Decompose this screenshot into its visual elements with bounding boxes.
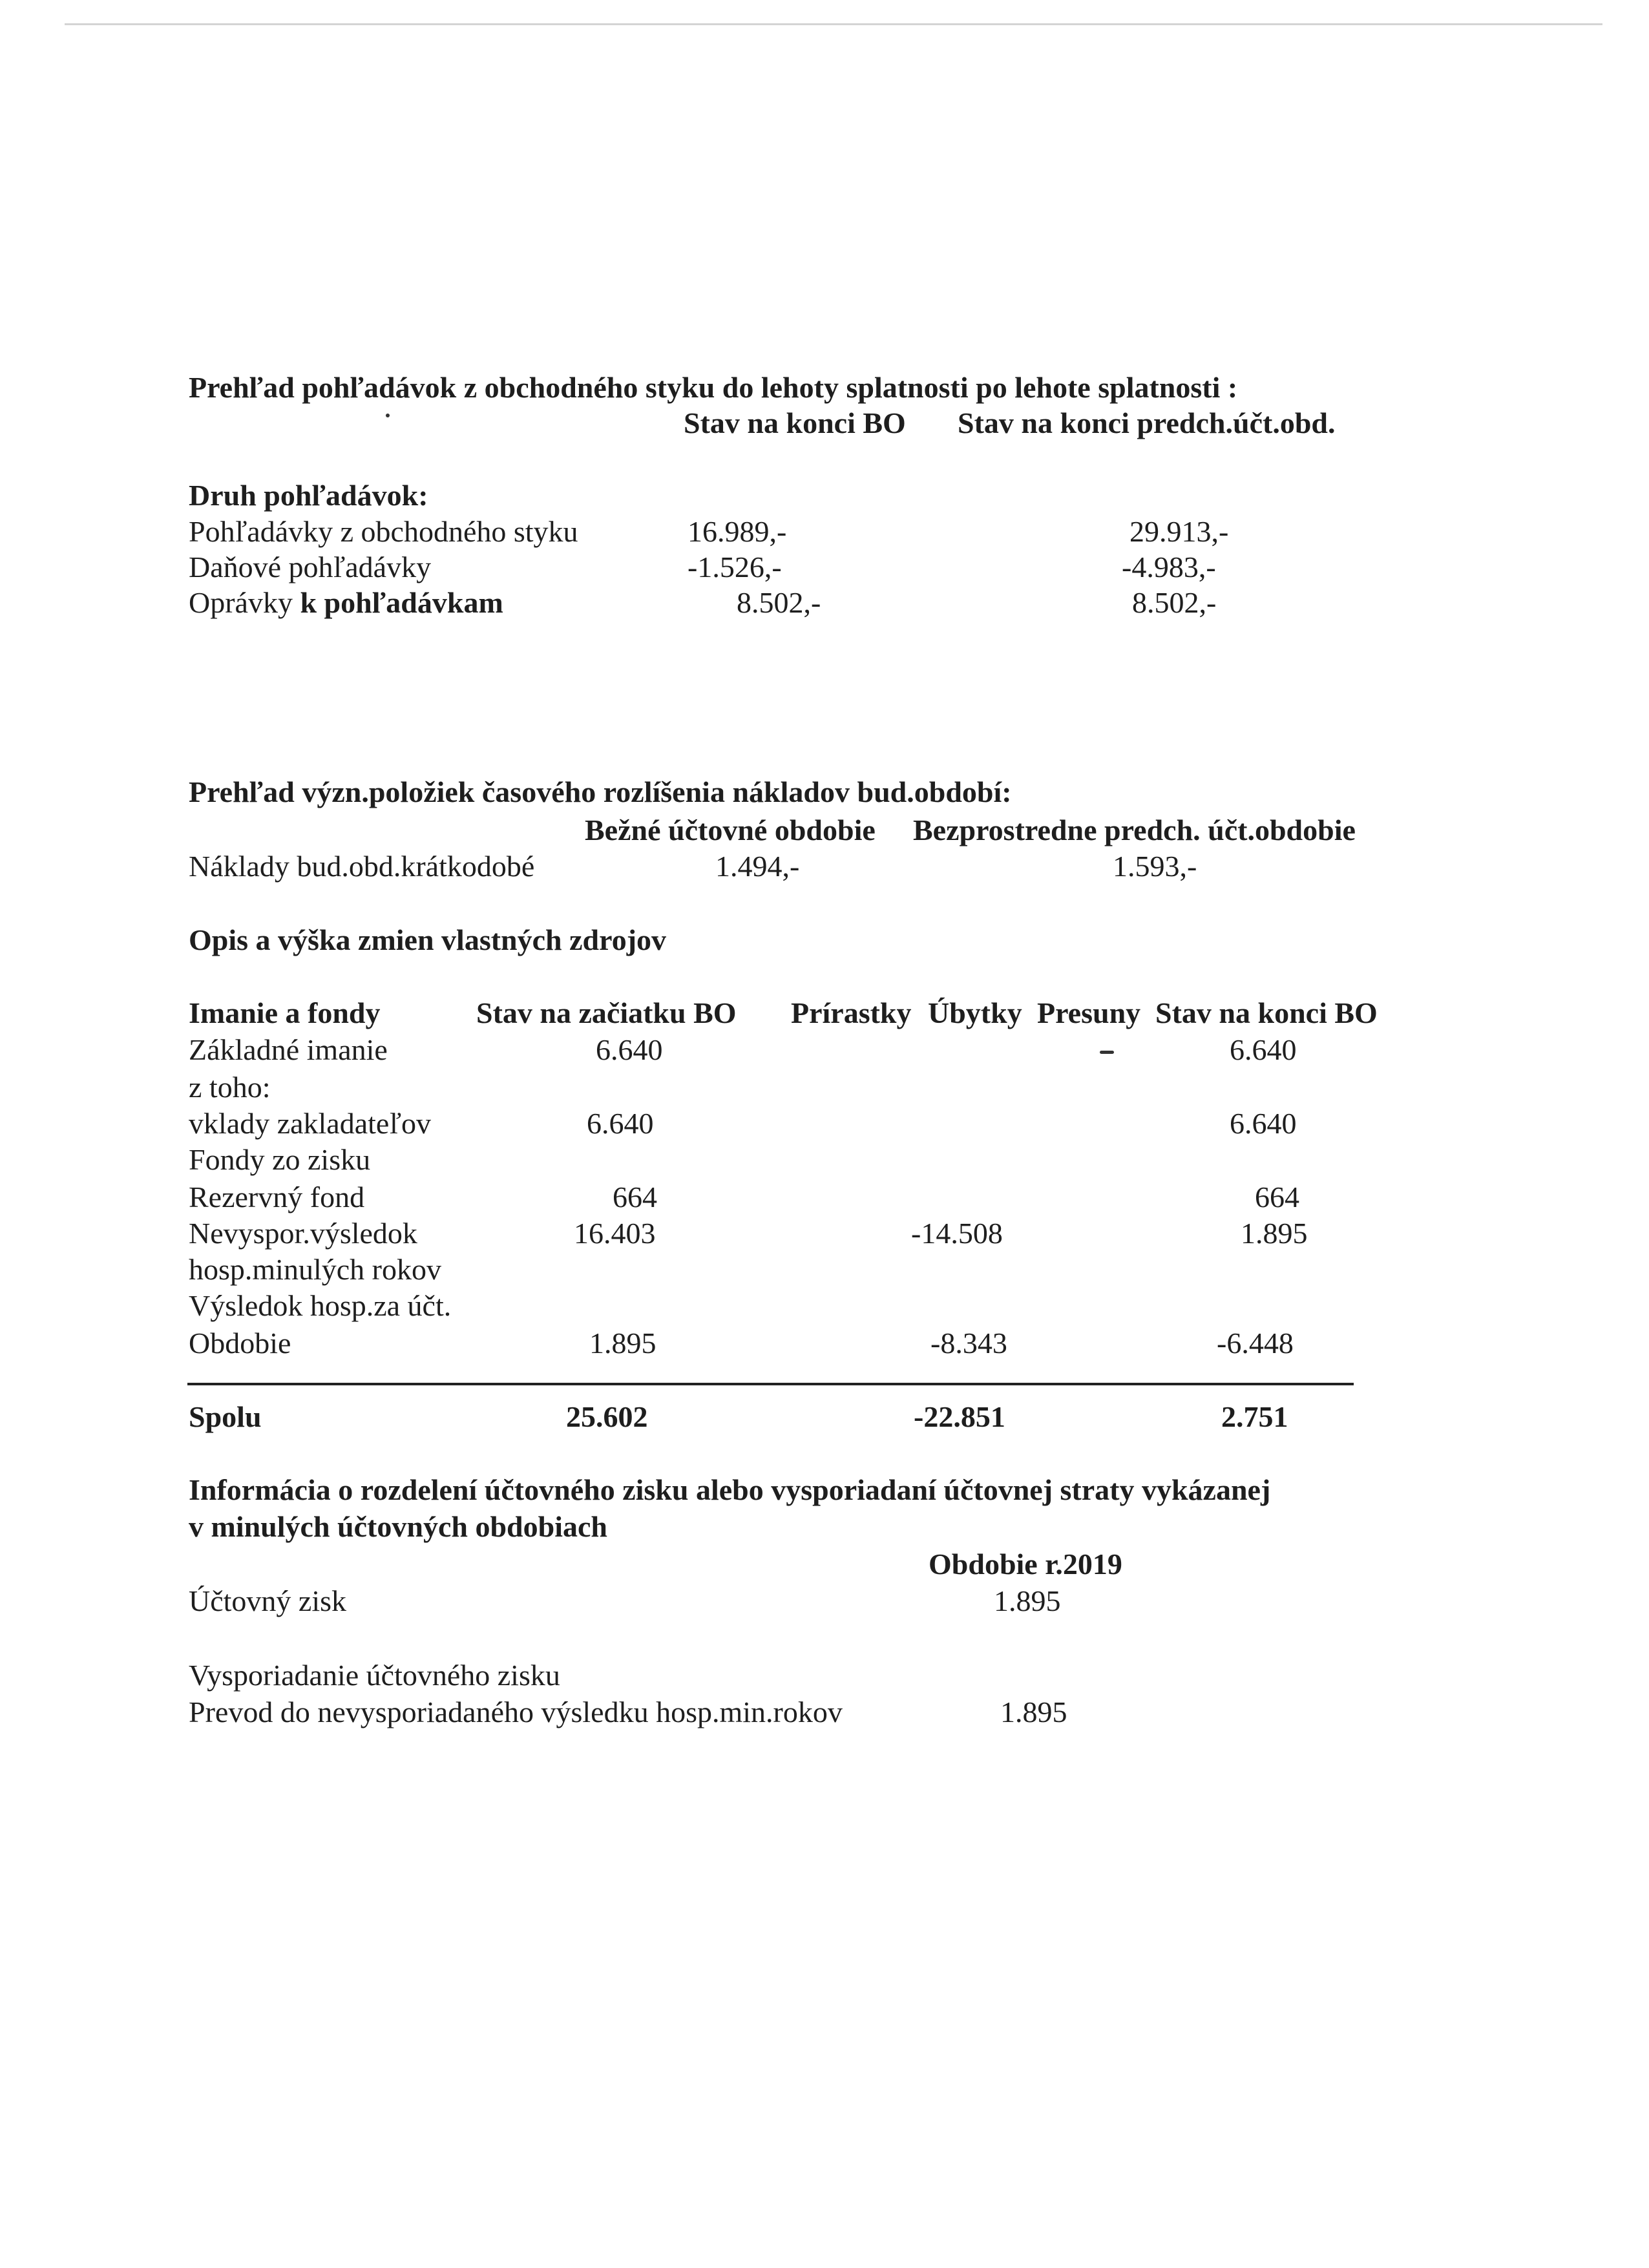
equity-col-name: Imanie a fondy (189, 996, 381, 1029)
equity-total-end: 2.751 (1221, 1400, 1288, 1433)
receivables-row-previous: 29.913,- (1129, 515, 1229, 548)
equity-col-increase: Prírastky (791, 996, 912, 1029)
profit-period-header: Obdobie r.2019 (929, 1548, 1122, 1580)
scan-speck (1100, 1051, 1114, 1054)
equity-row-label: Základné imanie (189, 1033, 388, 1066)
equity-row-end: 6.640 (1230, 1033, 1297, 1066)
receivables-row-current: 16.989,- (688, 515, 787, 548)
profit-heading-line2: v minulých účtovných obdobiach (189, 1510, 607, 1543)
receivables-heading: Prehľad pohľadávok z obchodného styku do lehoty splatnosti po lehote splatnosti : (189, 371, 1238, 404)
equity-row-label: Nevyspor.výsledok (189, 1217, 417, 1250)
equity-col-transfers: Presuny (1037, 996, 1141, 1029)
receivables-row-label: Oprávky k pohľadávkam (189, 586, 503, 619)
receivables-row-current: 8.502,- (737, 586, 821, 619)
receivables-col-current: Stav na konci BO (684, 406, 906, 439)
equity-row-start: 1.895 (589, 1327, 656, 1360)
equity-col-decrease: Úbytky (928, 996, 1022, 1029)
equity-row-label: vklady zakladateľov (189, 1107, 432, 1140)
equity-row-change: -8.343 (930, 1327, 1007, 1360)
profit-value: 1.895 (994, 1584, 1061, 1617)
settlement-label: Vysporiadanie účtovného zisku (189, 1659, 560, 1692)
profit-heading-line1: Informácia o rozdelení účtovného zisku alebo vysporiadaní účtovnej straty vykázanej (189, 1473, 1271, 1506)
scan-edge-line (65, 23, 1602, 25)
equity-total-start: 25.602 (566, 1400, 648, 1433)
receivables-row-current: -1.526,- (688, 551, 782, 583)
equity-row-label: Obdobie (189, 1327, 291, 1360)
profit-label: Účtovný zisk (189, 1584, 347, 1617)
receivables-row-label: Pohľadávky z obchodného styku (189, 515, 578, 548)
equity-row-end: 1.895 (1241, 1217, 1308, 1250)
equity-row-end: -6.448 (1217, 1327, 1294, 1360)
accruals-row-current: 1.494,- (715, 850, 800, 883)
equity-col-end: Stav na konci BO (1155, 996, 1378, 1029)
transfer-label: Prevod do nevysporiadaného výsledku hosp.min.rokov (189, 1696, 843, 1728)
equity-row-end: 664 (1255, 1181, 1299, 1213)
equity-heading: Opis a výška zmien vlastných zdrojov (189, 923, 667, 956)
equity-total-label: Spolu (189, 1400, 262, 1433)
receivables-type-label: Druh pohľadávok: (189, 479, 428, 512)
equity-col-start: Stav na začiatku BO (476, 996, 737, 1029)
total-separator-line (187, 1383, 1354, 1385)
equity-row-label: Rezervný fond (189, 1181, 365, 1213)
equity-row-change: -14.508 (911, 1217, 1003, 1250)
equity-row-start: 6.640 (587, 1107, 654, 1140)
equity-row-label: Fondy zo zisku (189, 1143, 371, 1176)
receivables-row-previous: 8.502,- (1132, 586, 1217, 619)
equity-row-label: Výsledok hosp.za účt. (189, 1289, 452, 1322)
accruals-col-current: Bežné účtovné obdobie (585, 814, 876, 846)
transfer-value: 1.895 (1000, 1696, 1067, 1728)
equity-row-end: 6.640 (1230, 1107, 1297, 1140)
accruals-heading: Prehľad význ.položiek časového rozlíšenia nákladov bud.období: (189, 775, 1012, 808)
accruals-col-previous: Bezprostredne predch. účt.obdobie (913, 814, 1356, 846)
receivables-row-previous: -4.983,- (1122, 551, 1216, 583)
equity-row-label: z toho: (189, 1071, 271, 1104)
equity-row-start: 16.403 (574, 1217, 656, 1250)
receivables-col-previous: Stav na konci predch.účt.obd. (958, 406, 1336, 439)
accruals-row-label: Náklady bud.obd.krátkodobé (189, 850, 535, 883)
scan-speck (386, 414, 390, 417)
equity-row-label: hosp.minulých rokov (189, 1253, 441, 1286)
equity-row-start: 664 (613, 1181, 657, 1213)
equity-row-start: 6.640 (596, 1033, 663, 1066)
equity-total-change: -22.851 (914, 1400, 1005, 1433)
accruals-row-previous: 1.593,- (1113, 850, 1197, 883)
receivables-row-label: Daňové pohľadávky (189, 551, 432, 583)
